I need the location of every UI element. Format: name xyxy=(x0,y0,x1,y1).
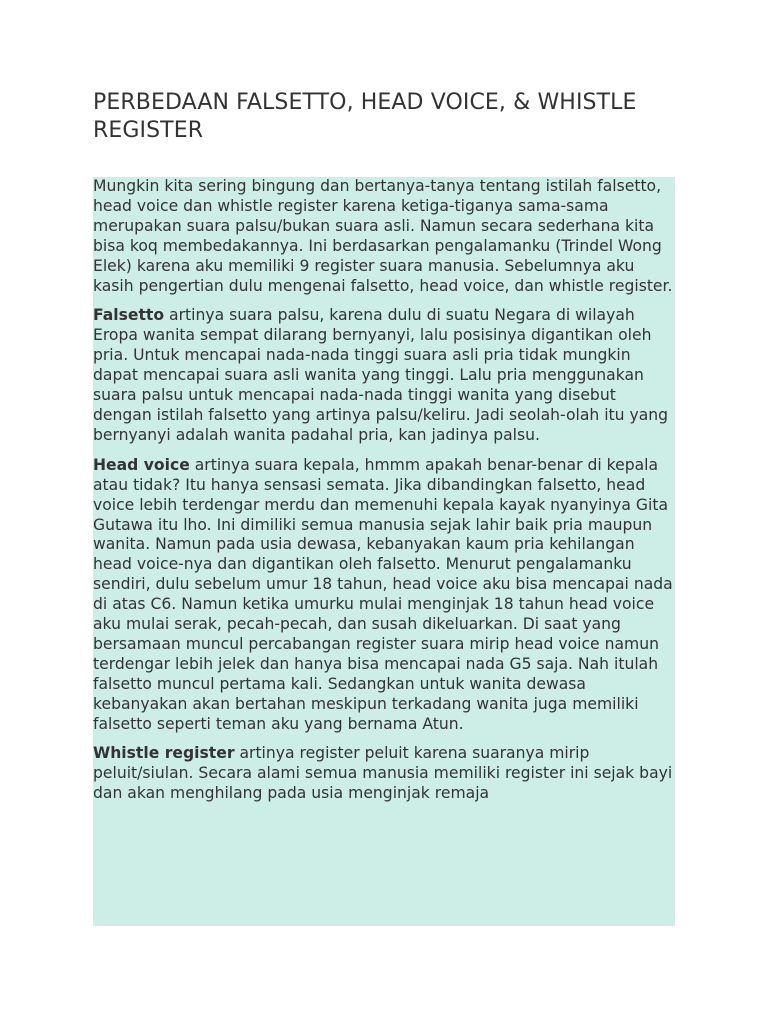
paragraph-text: Mungkin kita sering bingung dan bertanya-tanya tentang istilah falsetto, head voice dan whistle register karena ketiga-tiganya sama-sama merupakan suara palsu/bukan suara asli. Namun secara sederhana kita bisa koq membedakannya. Ini berdasarkan pengalamanku (Trindel Wong Elek) karena aku memiliki 9 register suara manusia. Sebelumnya aku kasih pengertian dulu mengenai falsetto, head voice, dan whistle register. xyxy=(93,177,673,295)
document-title: PERBEDAAN FALSETTO, HEAD VOICE, & WHISTLE REGISTER xyxy=(93,90,637,143)
paragraph-text: artinya register peluit karena suaranya mirip peluit/siulan. Secara alami semua manusia memiliki register ini sejak bayi dan akan menghilang pada usia menginjak remaja xyxy=(93,744,673,803)
paragraph-whistle-register xyxy=(93,744,675,804)
term-head-voice: Head voice xyxy=(93,455,190,474)
paragraph-text: artinya suara kepala, hmmm apakah benar-benar di kepala atau tidak? Itu hanya sensasi semata. Jika dibandingkan falsetto, head voice lebih terdengar merdu dan memenuhi kepala kayak nyanyinya Gita Gutawa itu lho. Ini dimiliki semua manusia sejak lahir baik pria maupun wanita. Namun pada usia dewasa, kebanyakan kaum pria kehilangan head voice-nya dan digantikan oleh falsetto. Menurut pengalamanku sendiri, dulu sebelum umur 18 tahun, head voice aku bisa mencapai nada di atas C6. Namun ketika umurku mulai menginjak 18 tahun head voice aku mulai serak, pecah-pecah, dan susah dikeluarkan. Di saat yang bersamaan muncul percabangan register suara mirip head voice namun terdengar lebih jelek dan hanya bisa mencapai nada G5 saja. Nah itulah falsetto muncul pertama kali. Sedangkan untuk wanita dewasa kebanyakan akan bertahan meskipun terkadang wanita juga memiliki falsetto seperti teman aku yang bernama Atun. xyxy=(93,455,673,733)
paragraph-falsetto xyxy=(93,306,675,445)
term-falsetto: Falsetto xyxy=(93,306,165,325)
paragraph-head-voice xyxy=(93,456,675,735)
highlighted-body xyxy=(93,177,675,926)
paragraph-text: artinya suara palsu, karena dulu di suatu Negara di wilayah Eropa wanita sempat dilarang bernyanyi, lalu posisinya digantikan oleh pria. Untuk mencapai nada-nada tinggi suara asli pria tidak mungkin dapat mencapai suara asli wanita yang tinggi. Lalu pria menggunakan suara palsu untuk mencapai nada-nada tinggi wanita yang disebut dengan istilah falsetto yang artinya palsu/keliru. Jadi seolah-olah itu yang bernyanyi adalah wanita padahal pria, kan jadinya palsu. xyxy=(93,306,669,444)
paragraph-intro xyxy=(93,177,675,296)
term-whistle-register: Whistle register xyxy=(93,744,235,763)
